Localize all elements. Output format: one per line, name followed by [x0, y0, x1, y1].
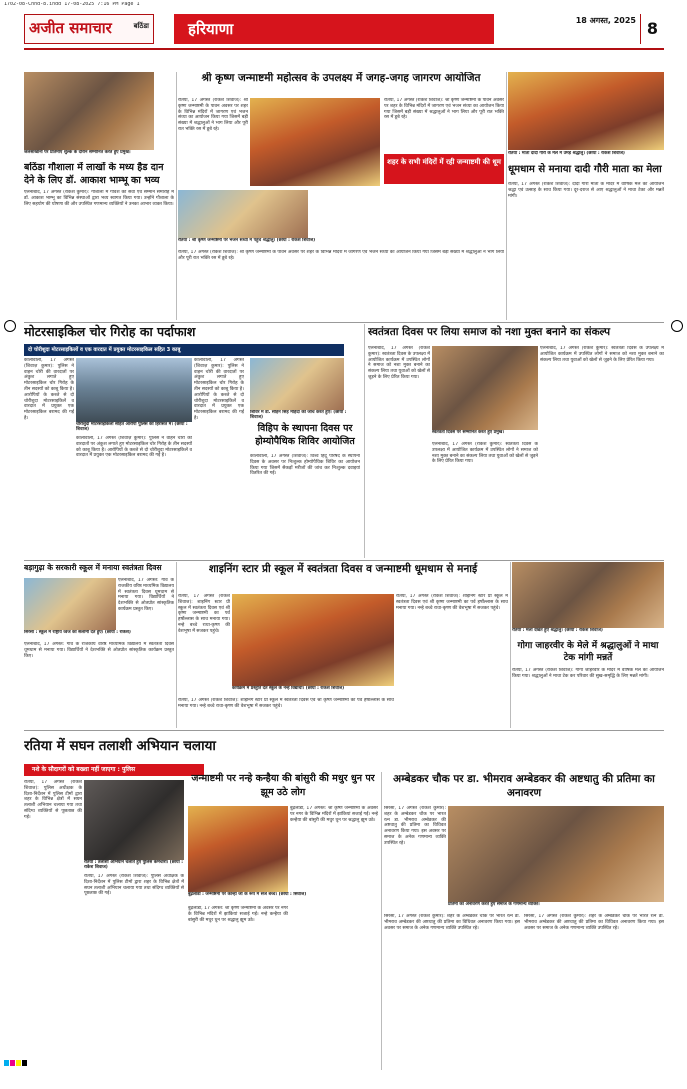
section-title: हरियाणा [188, 20, 234, 38]
story-body: कालांवाली, 17 अगस्त (शिवाज): विश्व हिंदू परिषद के स्थापना दिवस के अवसर पर निःशुल्क होम्योपैथिक शिविर का आयोजन किया गया जिसमें सैकड़ों मरीजों की जांच कर निःशुल्क दवाइयां वितरित की गईं। [250, 454, 360, 477]
divider [24, 730, 664, 731]
story-body: रतिया, 17 अगस्त (राकेश शिवाज): गोगा जाहरवीर के मंदिर में वार्षिक मेले का आयोजन किया गया। श्रद्धालुओं ने माथा टेक कर परिवार की सुख-समृद्धि के लिए मन्नतें मांगी। [512, 668, 664, 679]
photo-caption: कार्यक्रम में प्रस्तुति देते स्कूल के नन्हे विद्यार्थी। (छाया : राकेश शिवाज) [232, 686, 394, 696]
headline: जन्माष्टमी पर नन्हे कन्हैया की बांसुरी की मधुर धुन पर झूम उठे लोग [191, 773, 375, 798]
column-rule [176, 72, 177, 320]
registration-mark [671, 320, 683, 332]
column-rule [381, 772, 382, 1070]
photo-caption: रतिया : श्री कृष्ण जन्माष्टमी पर भजन संध्या में पहुंचे श्रद्धालु। (छाया : राकेश शिवाज) [178, 238, 338, 248]
story-body: रतिया, 17 अगस्त (राकेश शिवाज): शाइनिंग स्टार प्री स्कूल में स्वतंत्रता दिवस एवं श्री कृष्ण जन्माष्टमी का पर्व हर्षोल्लास के साथ मनाया गया। नन्हे बच्चे राधा-कृष्ण की वेशभूषा में सजकर पहुंचे। [178, 594, 230, 634]
newspaper-name: अजीत समाचार [29, 19, 112, 37]
story-body: ऐलनाबाद, 17 अगस्त: गांव के राजकीय वरिष्ठ माध्यमिक विद्यालय में स्वतंत्रता दिवस धूमधाम से मनाया गया। विद्यार्थियों ने देशभक्ति से ओतप्रोत सांस्कृतिक कार्यक्रम प्रस्तुत किए। [24, 642, 174, 659]
story-body: रतिया, 17 अगस्त (राकेश शिवाज): पुलिस अधीक्षक के दिशा-निर्देशन में पुलिस टीमों द्वारा शहर के विभिन्न क्षेत्रों में सघन तलाशी अभियान चलाया गया तथा संदिग्ध व्यक्तियों से पूछताछ की गई। [24, 780, 82, 820]
story-body: ऐलनाबाद, 17 अगस्त (राकेश कुमार): गोशाला में गोवंश की सेवा एवं सम्मान समारोह में डॉ. आकाश भाम्भू का विभिन्न संस्थाओं द्वारा भव्य स्वागत किया गया। उन्होंने गौशाला के लिए सहयोग की घोषणा की और उपस्थित गणमान्य व्यक्तियों ने उनका आभार व्यक्त किया। [24, 190, 174, 207]
story-photo [178, 190, 308, 238]
headline: अम्बेडकर चौक पर डा. भीमराव अम्बेडकर की अष्टधातु की प्रतिमा का अनावरण [393, 773, 655, 799]
photo-caption: सिरसा : स्कूल में राष्ट्रीय ध्वज को सलामी देते हुए। (छाया : राकेश) [24, 630, 174, 640]
story-body: सिरसा, 17 अगस्त (राकेश कुमार): शहर के अम्बेडकर चौक पर भारत रत्न डा. भीमराव अम्बेडकर की अष्टधातु की प्रतिमा का विधिवत अनावरण किया गया। इस अवसर पर समाज के अनेक गणमान्य व्यक्ति उपस्थित रहे। [524, 914, 664, 931]
edition-name: बठिंडा [133, 22, 149, 30]
story-body: ऐलनाबाद, 17 अगस्त (राकेश कुमार): स्वतंत्रता दिवस के उपलक्ष्य में आयोजित कार्यक्रम में उपस्थित लोगों ने समाज को नशा मुक्त बनाने का संकल्प लिया तथा युवाओं को खेलों से जुड़ने के लिए प्रेरित किया गया। [368, 346, 430, 380]
photo-caption: प्रतिमा का अनावरण करते हुए समाज के गणमान्य व्यक्ति। [448, 902, 664, 912]
story-body: रतिया, 17 अगस्त (राकेश शिवाज): पुलिस अधीक्षक के दिशा-निर्देशन में पुलिस टीमों द्वारा शहर के विभिन्न क्षेत्रों में सघन तलाशी अभियान चलाया गया तथा संदिग्ध व्यक्तियों से पूछताछ की गई। [84, 874, 184, 897]
story-body: कालांवाली, 17 अगस्त (शिवाज़ कुमार): पुलिस ने वाहन चोरी की वारदातों पर अंकुश लगाते हुए मोटरसाइकिल चोर गिरोह के तीन सदस्यों को काबू किया है। आरोपियों के कब्जे से दो चोरीशुदा मोटरसाइकिलें व वारदात में प्रयुक्त एक मोटरसाइकिल बरामद की गई है। [76, 436, 192, 459]
story-body: रतिया, 17 अगस्त (राकेश शिवाज): शाइनिंग स्टार प्री स्कूल में स्वतंत्रता दिवस एवं श्री कृष्ण जन्माष्टमी का पर्व हर्षोल्लास के साथ मनाया गया। नन्हे बच्चे राधा-कृष्ण की वेशभूषा में सजकर पहुंचे। [178, 698, 394, 709]
story-body: सिरसा, 17 अगस्त (राकेश कुमार): शहर के अम्बेडकर चौक पर भारत रत्न डा. भीमराव अम्बेडकर की अष्टधातु की प्रतिमा का विधिवत अनावरण किया गया। इस अवसर पर समाज के अनेक गणमान्य व्यक्ति उपस्थित रहे। [384, 914, 520, 931]
story-photo [232, 594, 394, 686]
story-photo [84, 780, 184, 860]
headline: शाइनिंग स्टार प्री स्कूल में स्वतंत्रता दिवस व जन्माष्टमी धूमधाम से मनाई [208, 563, 478, 575]
column-rule [506, 72, 507, 320]
story-photo [432, 346, 538, 430]
photo-caption: रतिया : मेला देखते हुए श्रद्धालु। (छाया : राकेश शिवाज) [512, 628, 664, 638]
headline: धूमधाम से मनाया दादी गौरी माता का मेला [508, 164, 662, 175]
subheadline: नशे के सौदागरों को बख्शा नहीं जाएगा : पुलिस [24, 764, 204, 776]
headline: रतिया में सघन तलाशी अभियान चलाया [24, 738, 216, 754]
subheadline: दो चोरीशुदा मोटरसाइकिलों व एक वारदात में प्रयुक्त मोटरसाइकिल सहित 3 काबू [24, 344, 344, 356]
story-photo [508, 72, 664, 150]
photo-caption: शिविर में डा. सोहन सिंह महिदा की जांच करते हुए। (छाया : शिवाज) [250, 410, 360, 420]
story-body: बुढ़लाडा, 17 अगस्त: श्री कृष्ण जन्माष्टमी के अवसर पर नगर के विभिन्न मंदिरों में झांकियां सजाई गईं। नन्हे कन्हैया की बांसुरी की मधुर धुन पर श्रद्धालु झूम उठे। [188, 906, 288, 923]
headline: मोटरसाइकिल चोर गिरोह का पर्दाफाश [24, 324, 196, 339]
story-body: ऐलनाबाद, 17 अगस्त (राकेश कुमार): स्वतंत्रता दिवस के उपलक्ष्य में आयोजित कार्यक्रम में उपस्थित लोगों ने समाज को नशा मुक्त बनाने का संकल्प लिया तथा युवाओं को खेलों से जुड़ने के लिए प्रेरित किया गया। [432, 442, 538, 465]
story-photo [24, 578, 116, 630]
story-body: रतिया, 17 अगस्त (राकेश शिवाज): श्री कृष्ण जन्माष्टमी के पावन अवसर पर शहर के विभिन्न मंदिरों में जागरण एवं भजन संध्या का आयोजन किया गया जिसमें बड़ी संख्या में श्रद्धालुओं ने भाग लिया और पूरी रात भक्ति रस में डूबे रहे। [178, 98, 248, 132]
story-body: रतिया, 17 अगस्त (राकेश शिवाज): श्री कृष्ण जन्माष्टमी के पावन अवसर पर शहर के विभिन्न मंदिरों में जागरण एवं भजन संध्या का आयोजन किया गया जिसमें बड़ी संख्या में श्रद्धालुओं ने भाग लिया और पूरी रात भक्ति रस में डूबे रहे। [178, 250, 504, 261]
story-body: ऐलनाबाद, 17 अगस्त (राकेश कुमार): स्वतंत्रता दिवस के उपलक्ष्य में आयोजित कार्यक्रम में उपस्थित लोगों ने समाज को नशा मुक्त बनाने का संकल्प लिया तथा युवाओं को खेलों से जुड़ने के लिए प्रेरित किया गया। [540, 346, 664, 363]
story-photo [250, 98, 380, 186]
headline: बठिंडा गौशाला में लाखों के मध्य हैड दान देने के लिए डॉ. आकाश भाम्भू का भव्य [24, 162, 164, 186]
column-rule [364, 324, 365, 558]
headline: श्री कृष्ण जन्माष्टमी महोत्सव के उपलक्ष्य में जगह-जगह जागरण आयोजित [201, 72, 481, 84]
story-photo [250, 358, 344, 410]
story-body: रतिया, 17 अगस्त (राकेश शिवाज): दादी गौरी माता के मंदिर में वार्षिक मेले का आयोजन श्रद्धा एवं उत्साह के साथ किया गया। दूर-दराज से आए श्रद्धालुओं ने माथा टेका और मन्नतें मांगी। [508, 182, 664, 199]
story-body: रतिया, 17 अगस्त (राकेश शिवाज): श्री कृष्ण जन्माष्टमी के पावन अवसर पर शहर के विभिन्न मंदिरों में जागरण एवं भजन संध्या का आयोजन किया गया जिसमें बड़ी संख्या में श्रद्धालुओं ने भाग लिया और पूरी रात भक्ति रस में डूबे रहे। [384, 98, 504, 121]
story-photo [188, 806, 288, 892]
headline: बड़ागुढ़ा के सरकारी स्कूल में मनाया स्वतंत्रता दिवस [24, 563, 162, 572]
divider [24, 560, 664, 561]
headline: विहिप के स्थापना दिवस पर होम्योपैथिक शिविर आयोजित [255, 423, 355, 447]
story-body: बुढ़लाडा, 17 अगस्त: श्री कृष्ण जन्माष्टमी के अवसर पर नगर के विभिन्न मंदिरों में झांकियां सजाई गईं। नन्हे कन्हैया की बांसुरी की मधुर धुन पर श्रद्धालु झूम उठे। [290, 806, 378, 823]
story-body: रतिया, 17 अगस्त (राकेश शिवाज): शाइनिंग स्टार प्री स्कूल में स्वतंत्रता दिवस एवं श्री कृष्ण जन्माष्टमी का पर्व हर्षोल्लास के साथ मनाया गया। नन्हे बच्चे राधा-कृष्ण की वेशभूषा में सजकर पहुंचे। [396, 594, 508, 611]
story-photo [448, 806, 664, 902]
story-body: कालांवाली, 17 अगस्त (शिवाज़ कुमार): पुलिस ने वाहन चोरी की वारदातों पर अंकुश लगाते हुए मोटरसाइकिल चोर गिरोह के तीन सदस्यों को काबू किया है। आरोपियों के कब्जे से दो चोरीशुदा मोटरसाइकिलें व वारदात में प्रयुक्त एक मोटरसाइकिल बरामद की गई है। [24, 358, 74, 421]
photo-caption: स्वतंत्रता दिवस पर सम्मानित करते हुए प्रमुख। [432, 430, 538, 440]
headline: गोगा जाहरवीर के मेले में श्रद्धालुओं ने माथा टेक मांगी मन्नतें [517, 641, 659, 663]
photo-caption: रतिया : तलाशी अभियान चलाते हुए पुलिस कर्मचारी। (छाया : राकेश शिवाज) [84, 860, 183, 871]
photo-caption: चोरीशुदा मोटरसाइकिलों सहित आरोपी पुलिस की हिरासत में। (छाया : शिवाज) [76, 422, 192, 434]
divider [24, 322, 664, 323]
issue-date: 18 अगस्त, 2025 [575, 16, 636, 25]
section-banner [174, 14, 494, 44]
color-bar [10, 1060, 15, 1066]
story-body: ऐलनाबाद, 17 अगस्त: गांव के राजकीय वरिष्ठ माध्यमिक विद्यालय में स्वतंत्रता दिवस धूमधाम से मनाया गया। विद्यार्थियों ने देशभक्ति से ओतप्रोत सांस्कृतिक कार्यक्रम प्रस्तुत किए। [118, 578, 174, 612]
masthead-rule [24, 48, 664, 50]
story-photo [512, 562, 664, 628]
file-slug: 1702-08-Chnd-8.indd 17-08-2025 7:16 PM Page 1 [4, 2, 140, 7]
photo-caption: जलसाखानों पर प्रतिमाएं शुल्क के दौरान सम्मानित करते हुए प्रमुख। [24, 150, 154, 160]
registration-mark [4, 320, 16, 332]
photo-caption: रतिया : माता दादी गौरी के मेले में उमड़े श्रद्धालु। (छाया : राकेश शिवाज) [508, 151, 664, 161]
story-body: कालांवाली, 17 अगस्त (शिवाज़ कुमार): पुलिस ने वाहन चोरी की वारदातों पर अंकुश लगाते हुए मोटरसाइकिल चोर गिरोह के तीन सदस्यों को काबू किया है। आरोपियों के कब्जे से दो चोरीशुदा मोटरसाइकिलें व वारदात में प्रयुक्त एक मोटरसाइकिल बरामद की गई है। [194, 358, 244, 421]
page-number: 8 [640, 14, 664, 44]
color-bar [4, 1060, 9, 1066]
masthead [24, 12, 664, 70]
newspaper-logo [24, 14, 154, 44]
photo-caption: बुढ़लाडा : जन्माष्टमी पर कान्हा जी के रूप में सजे बच्चे। (छाया : सिवाज) [188, 892, 328, 904]
column-rule [510, 562, 511, 728]
story-photo [76, 358, 192, 422]
column-rule [176, 562, 177, 728]
color-bar [16, 1060, 21, 1066]
story-photo [24, 72, 154, 150]
headline: स्वतंत्रता दिवस पर लिया समाज को नशा मुक्त बनाने का संकल्प [368, 326, 611, 338]
inset-box [384, 154, 504, 184]
story-body: सिरसा, 17 अगस्त (राकेश कुमार): शहर के अम्बेडकर चौक पर भारत रत्न डा. भीमराव अम्बेडकर की अष्टधातु की प्रतिमा का विधिवत अनावरण किया गया। इस अवसर पर समाज के अनेक गणमान्य व्यक्ति उपस्थित रहे। [384, 806, 446, 846]
inset-title: शहर के सभी मंदिरों में रही जन्माष्टमी की धूम [387, 157, 501, 166]
